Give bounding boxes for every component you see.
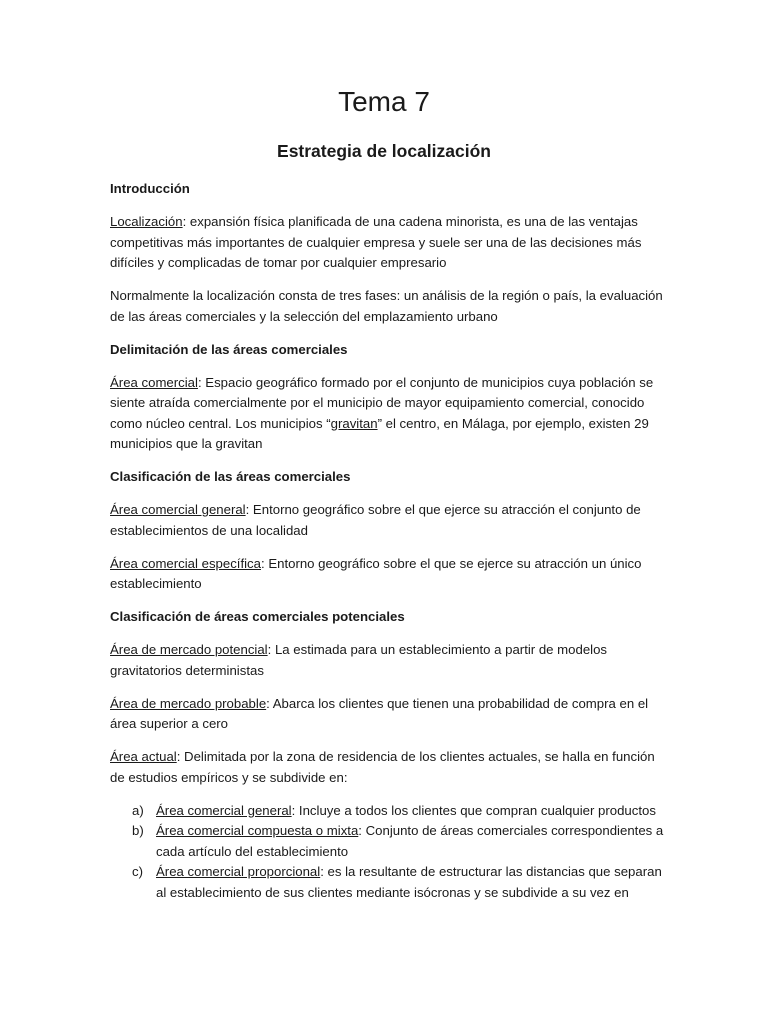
paragraph-text: : La estimada para un establecimiento a partir de modelos gravitatorios deterministas [110,642,608,678]
list-item-text: : Conjunto de áreas comerciales correspondientes a cada artículo del establecimiento [156,823,664,859]
heading-introduccion: Introducción [110,181,190,196]
document-body [110,179,665,903]
list-item-text: : es la resultante de estructurar las distancias que separan al establecimiento de sus clientes mediante isócronas y se subdivide a su vez en [156,864,662,900]
document-title: Tema 7 [338,86,430,117]
paragraph-mercado-probable [110,694,665,735]
list-item-term: Área comercial general [156,802,292,818]
term-area-comercial: Área comercial [110,374,198,390]
paragraph-localizacion [110,212,665,274]
document-subtitle: Estrategia de localización [277,141,491,161]
list-item-text: : Incluye a todos los clientes que compran cualquier productos [291,802,656,818]
term-gravitan: gravitan [330,415,378,431]
list-item-term: Área comercial compuesta o mixta [156,823,359,838]
paragraph-mercado-potencial [110,640,665,681]
paragraph-text: : Entorno geográfico sobre el que se ejerce su atracción un único establecimiento [110,555,642,591]
subdivision-list [110,801,665,904]
list-marker: a) [132,802,144,818]
heading-areas-potenciales: Clasificación de áreas comerciales potenciales [110,609,405,624]
list-item [110,862,665,903]
heading-clasificacion: Clasificación de las áreas comerciales [110,469,351,484]
paragraph-text: : Espacio geográfico formado por el conjunto de municipios cuya población se siente atraída comercialmente por el municipio de mayor equipamiento comercial, conocido como núcleo central. Los municipios “ [110,374,654,431]
list-marker: c) [132,864,143,879]
term-mercado-potencial: Área de mercado potencial [110,642,268,657]
list-item [110,821,665,862]
paragraph-text: ” el centro, en Málaga, por ejemplo, existen 29 municipios que la gravitan [110,415,649,451]
paragraph-area-comercial [110,373,665,455]
paragraph-text: : Entorno geográfico sobre el que ejerce su atracción el conjunto de establecimientos de una localidad [110,502,641,538]
term-localizacion: Localización [110,214,183,229]
paragraph-fases: Normalmente la localización consta de tres fases: un análisis de la región o país, la evaluación de las áreas comerciales y la selección del emplazamiento urbano [110,288,663,324]
paragraph-area-actual [110,747,665,788]
term-mercado-probable: Área de mercado probable [110,695,267,711]
paragraph-text: : Delimitada por la zona de residencia de los clientes actuales, se halla en función de estudios empíricos y se subdivide en: [110,749,655,785]
term-area-comercial-general: Área comercial general [110,502,246,517]
term-area-comercial-especifica: Área comercial específica [110,555,261,571]
term-area-actual: Área actual [110,749,177,764]
list-item-term: Área comercial proporcional [156,864,321,879]
paragraph-area-comercial-especifica [110,554,665,595]
list-marker: b) [132,823,144,838]
paragraph-text: : Abarca los clientes que tienen una probabilidad de compra en el área superior a cero [110,695,649,731]
heading-delimitacion: Delimitación de las áreas comerciales [110,341,348,357]
list-item [110,801,665,822]
paragraph-text: : expansión física planificada de una cadena minorista, es una de las ventajas competitivas más importantes de cualquier empresa y suele ser una de las decisiones más difíciles y complicadas de tomar por cualquier empresario [110,214,642,270]
paragraph-area-comercial-general [110,500,665,541]
